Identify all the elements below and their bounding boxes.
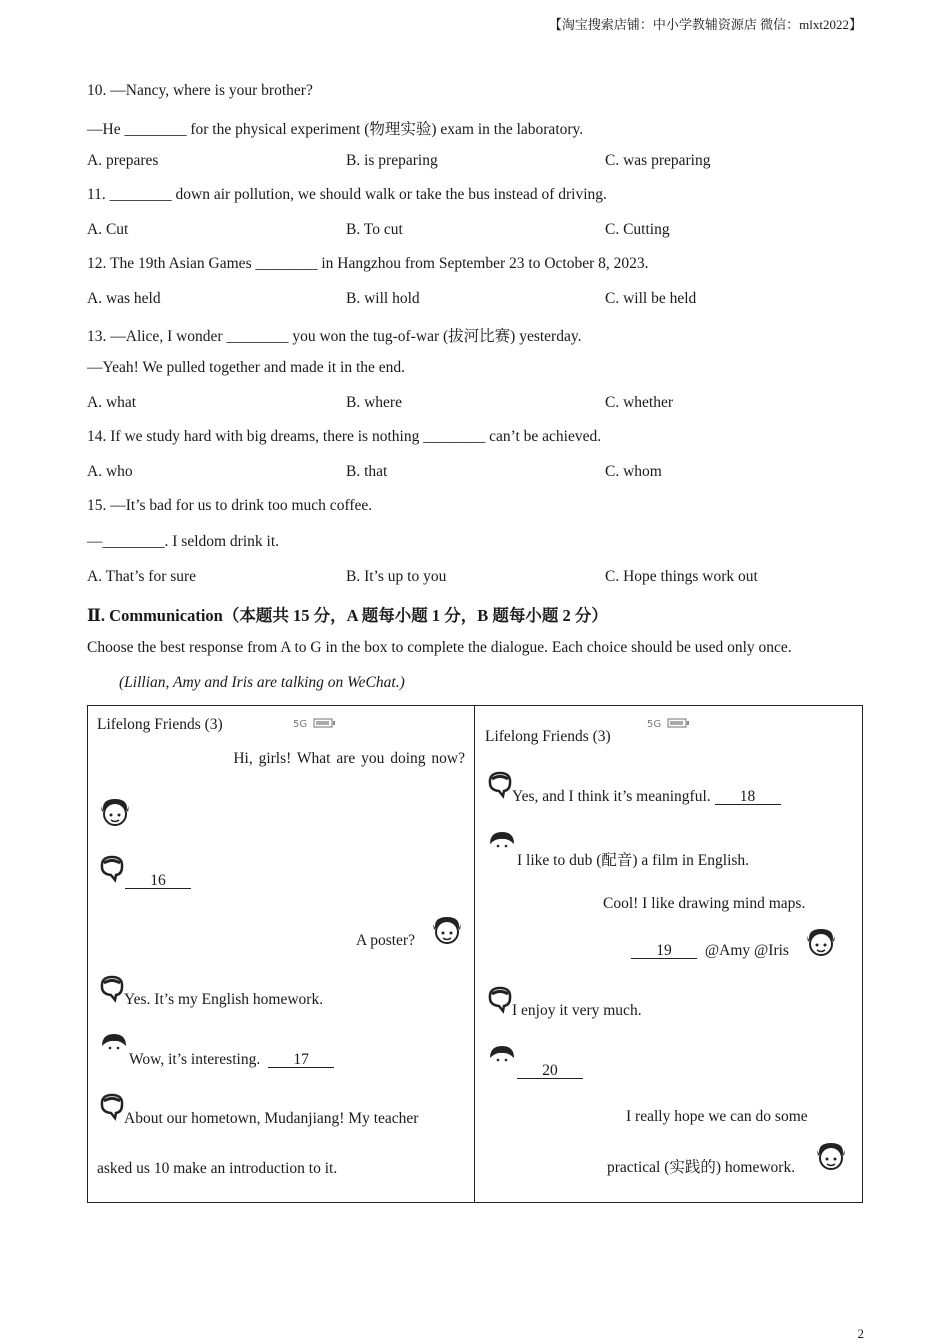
avatar-icon xyxy=(488,830,516,854)
right-message-6-line-1: I really hope we can do some xyxy=(626,1108,808,1125)
right-message-4-text: @Amy @Iris xyxy=(704,942,789,959)
left-message-6-line-1: About our hometown, Mudanjiang! My teacher xyxy=(124,1110,419,1127)
blank-20[interactable] xyxy=(517,1062,583,1080)
question-15-option-c: C. Hope things work out xyxy=(605,568,758,585)
question-12: 12. The 19th Asian Games ________ in Hangzhou from September 23 to October 8, 2023. xyxy=(87,255,649,272)
question-13-option-a: A. what xyxy=(87,394,137,411)
right-message-3: Cool! I like drawing mind maps. xyxy=(603,895,806,912)
avatar-icon xyxy=(430,914,464,948)
question-14-option-b: B. that xyxy=(346,463,388,480)
question-15-response: —________. I seldom drink it. xyxy=(87,533,280,550)
section-2-title: Ⅱ. Communication（本题共 15 分，A 题每小题 1 分，B 题每小题 2 分） xyxy=(87,606,608,625)
blank-16-number: 16 xyxy=(125,874,191,889)
question-10-response: —He ________ for the physical experiment (物理实验) exam in the laboratory. xyxy=(87,121,584,138)
page-number: 2 xyxy=(857,1326,864,1341)
avatar-icon xyxy=(98,796,132,830)
left-chat-title: Lifelong Friends (3) xyxy=(97,716,223,733)
signal-battery-icon xyxy=(647,716,695,735)
avatar-icon xyxy=(488,1044,516,1068)
question-13-prompt: 13. —Alice, I wonder ________ you won the tug-of-war (拔河比赛) yesterday. xyxy=(87,328,582,345)
blank-18[interactable]: 18 xyxy=(715,790,781,805)
left-message-4: Yes. It’s my English homework. xyxy=(124,991,324,1008)
question-15-option-a: A. That’s for sure xyxy=(87,568,197,585)
question-15-prompt: 15. —It’s bad for us to drink too much coffee. xyxy=(87,497,373,514)
signal-label: 5G xyxy=(293,719,308,730)
question-12-option-b: B. will hold xyxy=(346,290,420,307)
right-message-4 xyxy=(631,942,789,960)
avatar-icon xyxy=(486,985,514,1015)
blank-16[interactable] xyxy=(125,872,191,890)
left-message-5-text: Wow, it’s interesting. xyxy=(129,1051,261,1068)
avatar-icon xyxy=(814,1140,848,1174)
panel-divider xyxy=(474,706,475,1202)
left-message-5 xyxy=(129,1051,334,1069)
avatar-icon xyxy=(804,926,838,960)
signal-label: 5G xyxy=(647,719,662,730)
question-13-option-b: B. where xyxy=(346,394,402,411)
question-14-option-a: A. who xyxy=(87,463,133,480)
right-message-1-text: Yes, and I think it’s meaningful. xyxy=(512,788,711,805)
left-message-1: Hi, girls! What are you doing now? xyxy=(233,750,465,767)
question-13-response: —Yeah! We pulled together and made it in the end. xyxy=(87,359,406,376)
right-message-6-line-2: practical (实践的) homework. xyxy=(607,1159,796,1176)
avatar-icon xyxy=(98,1092,126,1122)
avatar-icon xyxy=(98,854,126,884)
right-chat-title: Lifelong Friends (3) xyxy=(485,728,611,745)
signal-battery-icon xyxy=(293,716,341,735)
section-2-context: (Lillian, Amy and Iris are talking on WeChat.) xyxy=(119,674,405,691)
page-header: 【淘宝搜索店铺：中小学教辅资源店 微信：mlxt2022】 xyxy=(548,17,862,32)
left-message-6-line-2: asked us 10 make an introduction to it. xyxy=(97,1160,338,1177)
question-10-option-b: B. is preparing xyxy=(346,152,438,169)
blank-20-number: 20 xyxy=(517,1064,583,1079)
question-11-option-a: A. Cut xyxy=(87,221,129,238)
blank-17[interactable]: 17 xyxy=(268,1053,334,1068)
right-message-5: I enjoy it very much. xyxy=(512,1002,642,1019)
question-11-option-c: C. Cutting xyxy=(605,221,670,238)
question-13-option-c: C. whether xyxy=(605,394,674,411)
question-14: 14. If we study hard with big dreams, there is nothing ________ can’t be achieved. xyxy=(87,428,602,445)
question-14-option-c: C. whom xyxy=(605,463,662,480)
question-10-prompt: 10. —Nancy, where is your brother? xyxy=(87,82,313,99)
section-2-instruction: Choose the best response from A to G in the box to complete the dialogue. Each choice should be used only once. xyxy=(87,639,792,656)
question-10-option-c: C. was preparing xyxy=(605,152,711,169)
question-15-option-b: B. It’s up to you xyxy=(346,568,447,585)
question-11: 11. ________ down air pollution, we should walk or take the bus instead of driving. xyxy=(87,186,607,203)
question-10-option-a: A. prepares xyxy=(87,152,159,169)
avatar-icon xyxy=(98,974,126,1004)
question-12-option-c: C. will be held xyxy=(605,290,697,307)
left-message-3: A poster? xyxy=(356,932,415,949)
question-12-option-a: A. was held xyxy=(87,290,161,307)
right-message-1 xyxy=(512,788,781,806)
wechat-dialogue-box xyxy=(87,705,863,1203)
right-message-2: I like to dub (配音) a film in English. xyxy=(517,852,750,869)
blank-19[interactable]: 19 xyxy=(631,944,697,959)
avatar-icon xyxy=(486,770,514,800)
question-11-option-b: B. To cut xyxy=(346,221,403,238)
avatar-icon xyxy=(100,1032,128,1056)
